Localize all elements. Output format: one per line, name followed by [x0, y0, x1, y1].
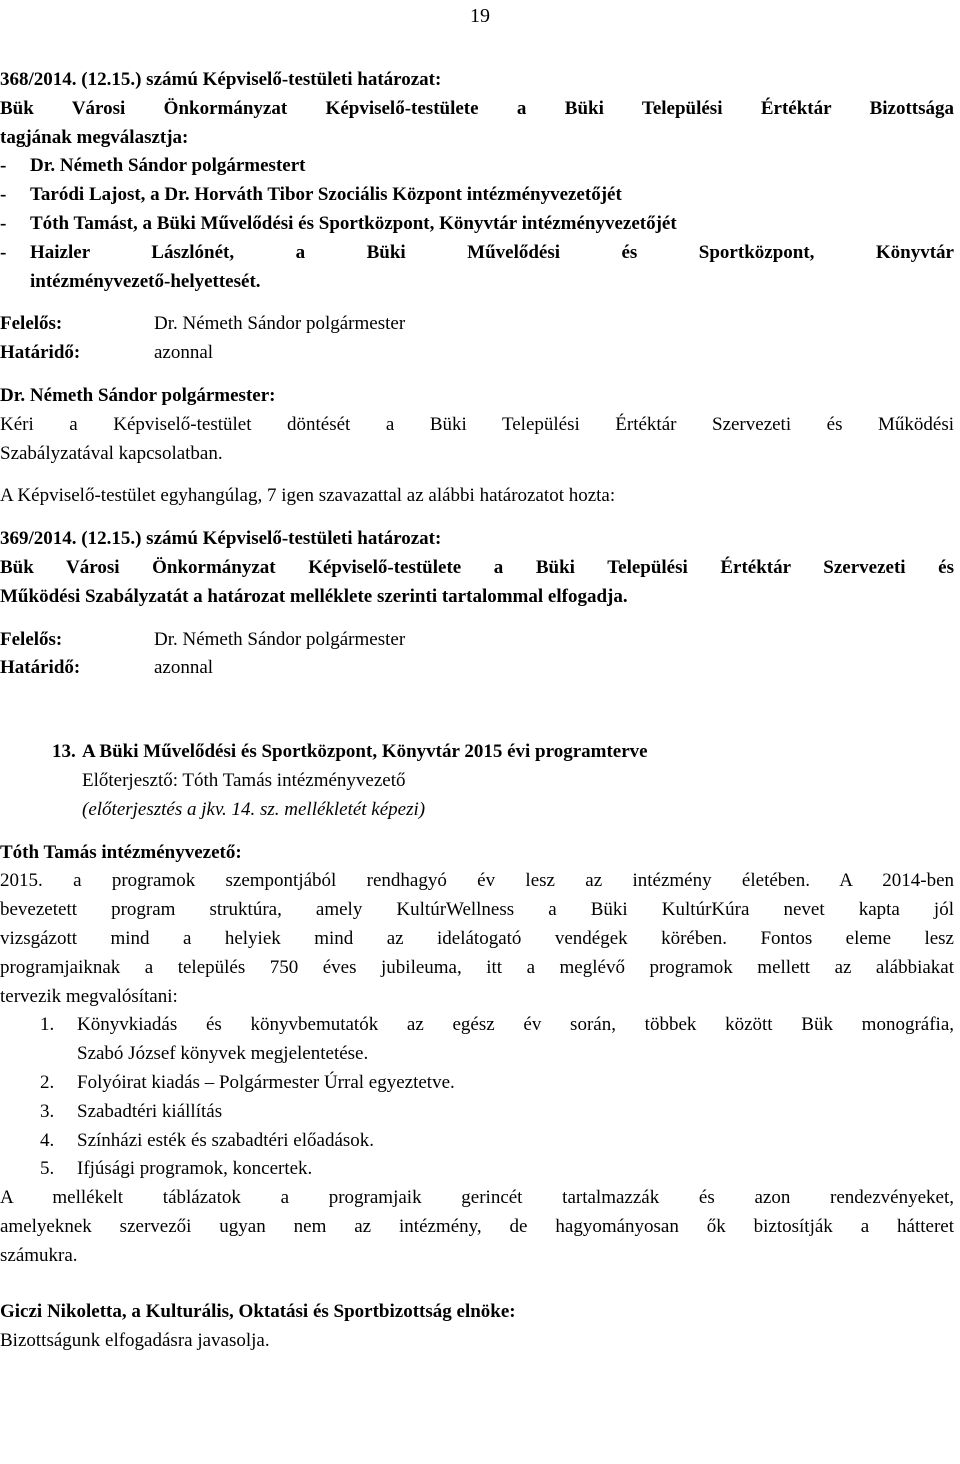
- list-item: [0, 1011, 954, 1069]
- speech-line: programjaiknak a település 750 éves jubileuma, itt a meglévő programok mellett az alábbiakat: [0, 956, 954, 978]
- speech-line: Kéri a Képviselő-testület döntését a Büki Települési Értéktár Szervezeti és Működési: [0, 413, 954, 435]
- speech-line: számukra.: [0, 1244, 78, 1266]
- deadline-value: azonnal: [154, 657, 214, 679]
- member-text: Tóth Tamást, a Büki Művelődési és Sportközpont, Könyvtár intézményvezetőjét: [30, 212, 677, 234]
- list-item: [0, 1127, 954, 1156]
- agenda-item-number: 13.: [52, 741, 76, 763]
- list-item-text: Színházi esték és szabadtéri előadások.: [77, 1129, 375, 1151]
- member-item: [0, 239, 954, 268]
- resolution-369-text-line-2: Működési Szabályzatát a határozat melléklete szerinti tartalommal elfogadja.: [0, 585, 628, 607]
- speech-line: A mellékelt táblázatok a programjaik gerincét tartalmazzák és azon rendezvényeket,: [0, 1187, 954, 1209]
- agenda-item-title-row: [0, 738, 954, 767]
- dash-bullet: -: [0, 155, 7, 177]
- list-item: [0, 1155, 954, 1184]
- member-text: Taródi Lajost, a Dr. Horváth Tibor Szociális Központ intézményvezetőjét: [30, 184, 622, 206]
- deadline-label: Határidő:: [0, 657, 81, 679]
- list-item-text: Ifjúsági programok, koncertek.: [77, 1158, 313, 1180]
- speaker-name: Giczi Nikoletta, a Kulturális, Oktatási és Sportbizottság elnöke:: [0, 1301, 516, 1323]
- dash-bullet: -: [0, 212, 7, 234]
- list-item-number: 5.: [40, 1158, 55, 1180]
- speech-line: vizsgázott mind a helyiek mind az idelátogató vendégek körében. Fontos eleme lesz: [0, 927, 954, 949]
- speech-line: amelyeknek szervezői ugyan nem az intézmény, de hagyományosan ők biztosítják a hátteret: [0, 1215, 954, 1237]
- list-item-text: Szabadtéri kiállítás: [77, 1100, 223, 1122]
- vote-result: A Képviselő-testület egyhangúlag, 7 igen szavazattal az alábbi határozatot hozta:: [0, 485, 616, 507]
- member-text: Haizler Lászlónét, a Büki Művelődési és Sportközpont, Könyvtár: [30, 241, 954, 263]
- program-list: [0, 1011, 954, 1184]
- resolution-369-text-line-1: Bük Városi Önkormányzat Képviselő-testülete a Büki Települési Értéktár Szervezeti és: [0, 556, 954, 578]
- speech-line: 2015. a programok szempontjából rendhagyó év lesz az intézmény életében. A 2014-ben: [0, 870, 954, 892]
- responsible-row: [0, 626, 954, 655]
- deadline-label: Határidő:: [0, 342, 81, 364]
- list-item-text: Könyvkiadás és könyvbemutatók az egész év során, többek között Bük monográfia,: [77, 1014, 954, 1036]
- speech-line: tervezik megvalósítani:: [0, 985, 178, 1007]
- presenter: Előterjesztő: Tóth Tamás intézményvezető: [82, 769, 406, 791]
- resolution-369-heading: 369/2014. (12.15.) számú Képviselő-testületi határozat:: [0, 528, 442, 550]
- member-list: [0, 152, 954, 296]
- resolution-368-text-line-2: tagjának megválasztja:: [0, 126, 189, 148]
- responsible-row: [0, 310, 954, 339]
- agenda-item-title: A Büki Művelődési és Sportközpont, Könyvtár 2015 évi programterve: [82, 741, 648, 763]
- dash-bullet: -: [0, 184, 7, 206]
- list-item-text: Szabó József könyvek megjelentetése.: [77, 1043, 369, 1065]
- member-text-continuation: intézményvezető-helyettesét.: [30, 270, 261, 292]
- attachment-note: (előterjesztés a jkv. 14. sz. mellékletét képezi): [82, 798, 426, 820]
- document-body: [0, 66, 954, 1356]
- list-item-number: 1.: [40, 1014, 55, 1036]
- list-item-number: 2.: [40, 1071, 55, 1093]
- resolution-368-text-line-1: Bük Városi Önkormányzat Képviselő-testülete a Büki Települési Értéktár Bizottsága: [0, 97, 954, 119]
- speaker-name: Dr. Németh Sándor polgármester:: [0, 384, 276, 406]
- member-item: [0, 152, 954, 181]
- responsible-value: Dr. Németh Sándor polgármester: [154, 628, 406, 650]
- speech-line: bevezetett program struktúra, amely KultúrWellness a Büki KultúrKúra nevet kapta jól: [0, 899, 954, 921]
- list-item: [0, 1098, 954, 1127]
- speaker-name: Tóth Tamás intézményvezető:: [0, 841, 242, 863]
- responsible-label: Felelős:: [0, 628, 63, 650]
- member-item: [0, 210, 954, 239]
- member-item: [0, 181, 954, 210]
- list-item-number: 4.: [40, 1129, 55, 1151]
- speech-line: Bizottságunk elfogadásra javasolja.: [0, 1330, 270, 1352]
- deadline-row: [0, 339, 954, 368]
- list-item-number: 3.: [40, 1100, 55, 1122]
- list-item: [0, 1069, 954, 1098]
- member-text: Dr. Németh Sándor polgármestert: [30, 155, 306, 177]
- page-number: 19: [470, 5, 490, 27]
- deadline-value: azonnal: [154, 342, 214, 364]
- dash-bullet: -: [0, 241, 7, 263]
- list-item-text: Folyóirat kiadás – Polgármester Úrral egyeztetve.: [77, 1071, 455, 1093]
- speech-line: Szabályzatával kapcsolatban.: [0, 442, 223, 464]
- resolution-368-heading: 368/2014. (12.15.) számú Képviselő-testületi határozat:: [0, 69, 442, 90]
- deadline-row: [0, 654, 954, 683]
- responsible-value: Dr. Németh Sándor polgármester: [154, 313, 406, 335]
- responsible-label: Felelős:: [0, 313, 63, 335]
